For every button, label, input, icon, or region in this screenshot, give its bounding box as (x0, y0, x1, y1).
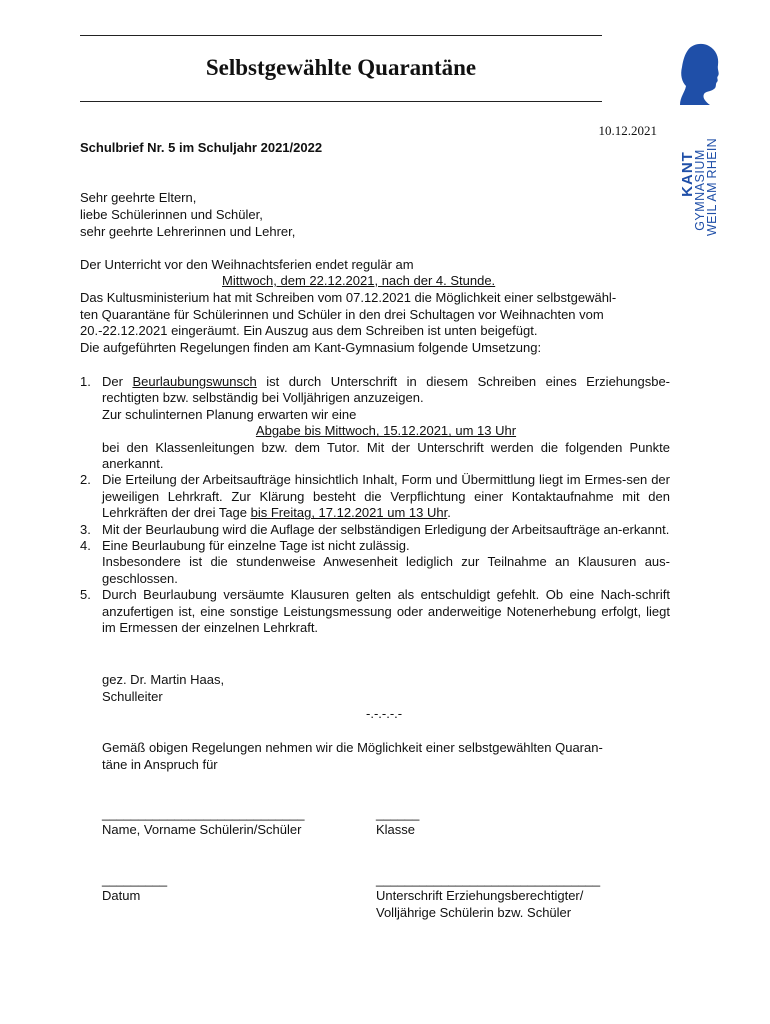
greeting-line: liebe Schülerinnen und Schüler, (80, 207, 263, 222)
signature-name: gez. Dr. Martin Haas, (102, 672, 225, 687)
list-item (80, 538, 670, 587)
date-field[interactable]: _________ (102, 872, 168, 887)
class-field-label: Klasse (376, 822, 416, 837)
leave-request-term: Beurlaubungswunsch (132, 374, 257, 389)
submission-deadline: Abgabe bis Mittwoch, 15.12.2021, um 13 Uhr (255, 423, 517, 439)
intro-line: ten Quarantäne für Schülerinnen und Schüler in den drei Schultagen vor Weihnachten vom (80, 307, 604, 322)
item-text: Zur schulinternen Planung erwarten wir eine (102, 406, 357, 422)
intro-line: Das Kultusministerium hat mit Schreiben vom 07.12.2021 die Möglichkeit einer selbstgewähl- (80, 290, 617, 305)
separator: -.-.-.-.- (366, 706, 403, 721)
signature-field[interactable]: _______________________________ (376, 872, 601, 887)
end-of-class-date: Mittwoch, dem 22.12.2021, nach der 4. Stunde. (222, 273, 496, 288)
item-number: 4. (80, 538, 91, 554)
item-text: Mit der Beurlaubung wird die Auflage der selbständigen Erledigung der Arbeitsaufträge an-erkannt. (102, 521, 670, 537)
logo-text-gymnasium: GYMNASIUM (693, 149, 707, 231)
title-rule (80, 101, 602, 102)
list-item (80, 587, 670, 636)
list-item (80, 374, 670, 472)
item-text: Insbesondere ist die stundenweise Anwesenheit lediglich zur Teilnahme an Klausuren aus-geschlossen. (102, 554, 670, 586)
intro-line: Der Unterricht vor den Weihnachtsferien endet regulär am (80, 257, 414, 272)
list-item (80, 472, 670, 521)
page-title: Selbstgewählte Quarantäne (205, 55, 477, 80)
item-number: 2. (80, 472, 91, 488)
class-field[interactable]: ______ (376, 806, 420, 821)
greeting-line: sehr geehrte Lehrerinnen und Lehrer, (80, 224, 296, 239)
date-field-label: Datum (102, 888, 141, 903)
signature-field-label: Unterschrift Erziehungsberechtigter/ (376, 888, 584, 903)
form-statement: täne in Anspruch für (102, 757, 218, 772)
kant-silhouette-icon (680, 44, 719, 105)
name-field[interactable]: ____________________________ (102, 806, 305, 821)
logo-text-kant: KANT (679, 151, 696, 197)
item-text: Der (102, 374, 133, 389)
form-statement: Gemäß obigen Regelungen nehmen wir die Möglichkeit einer selbstgewählten Quaran- (102, 740, 603, 755)
greeting-line: Sehr geehrte Eltern, (80, 190, 197, 205)
name-field-label: Name, Vorname Schülerin/Schüler (102, 822, 302, 837)
item-text: Durch Beurlaubung versäumte Klausuren gelten als entschuldigt gefehlt. Ob eine Nach-schrift anzufertigen ist, eine sonstige Leistungsmessung oder anderweitige Notenerhebung erfolgt, liegt im Ermessen der einzelnen Lehrkraft. (102, 587, 670, 636)
item-text: Eine Beurlaubung für einzelne Tage ist nicht zulässig. (102, 538, 410, 554)
item-text: ist durch Unterschrift in diesem Schreiben eines Erziehungsbe-rechtigten bzw. selbständig bei Volljährigen anzuzeigen. (102, 374, 671, 406)
logo-text-location: WEIL AM RHEIN (705, 138, 719, 236)
item-text: bei den Klassenleitungen bzw. dem Tutor. Mit der Unterschrift werden die folgenden Punkte anerkannt. (102, 439, 670, 472)
letter-subject: Schulbrief Nr. 5 im Schuljahr 2021/2022 (80, 140, 323, 155)
signature-field-label: Volljährige Schülerin bzw. Schüler (376, 905, 572, 920)
letter-date: 10.12.2021 (598, 123, 657, 138)
intro-line: Die aufgeführten Regelungen finden am Kant-Gymnasium folgende Umsetzung: (80, 340, 542, 355)
item-number: 1. (80, 374, 91, 389)
school-logo (668, 42, 728, 252)
rules-list (80, 374, 670, 637)
item-number: 5. (80, 587, 91, 603)
list-item (80, 522, 670, 538)
intro-line: 20.-22.12.2021 eingeräumt. Ein Auszug aus dem Schreiben ist unten beigefügt. (80, 323, 538, 338)
contact-deadline: bis Freitag, 17.12.2021 um 13 Uhr (250, 505, 448, 521)
signature-role: Schulleiter (102, 689, 163, 704)
item-text: . (447, 505, 451, 521)
top-rule (80, 35, 602, 36)
item-text: Die Erteilung der Arbeitsaufträge hinsichtlich Inhalt, Form und Übermittlung liegt im Ermes-sen der jeweiligen Lehrkraft. Zur Klärung besteht die Verpflichtung einer Kontaktaufnahme mit den Lehrkräften der drei Tage (102, 472, 670, 521)
item-number: 3. (80, 521, 91, 537)
